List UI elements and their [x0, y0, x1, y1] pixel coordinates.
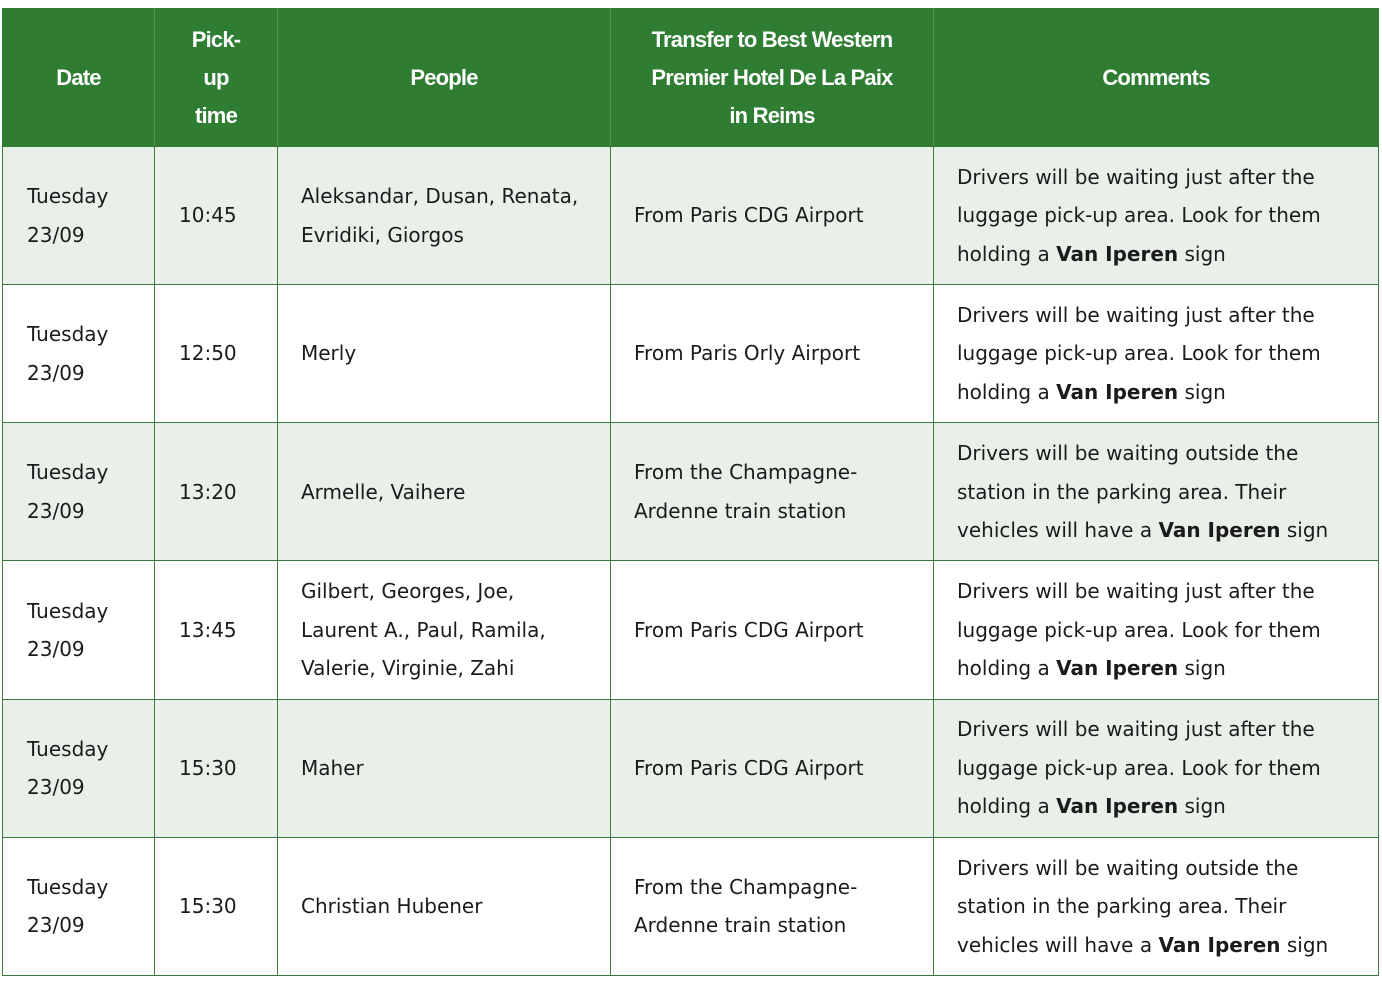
comments-cell: [934, 561, 1379, 699]
header-pickup-line: time: [194, 102, 238, 128]
people-cell: [278, 285, 611, 423]
comment-line: [957, 511, 1372, 550]
transfer-cell: [611, 837, 934, 975]
sign-name: Van Iperen: [1056, 794, 1179, 819]
header-transfer-line: in Reims: [729, 102, 815, 128]
pickup-time: 13:20: [179, 479, 237, 504]
date-line: Tuesday: [27, 184, 109, 209]
date-line: 23/09: [27, 222, 85, 247]
comment-line: [957, 926, 1372, 965]
table-body: [3, 147, 1379, 976]
pickup-time-cell: [155, 699, 278, 837]
comment-text: station in the parking area. Their: [957, 479, 1287, 504]
header-pickup-line: Pick-: [191, 26, 241, 52]
sign-name: Van Iperen: [1056, 656, 1179, 681]
transfer-line: From Paris CDG Airport: [634, 617, 864, 642]
date-line: 23/09: [27, 775, 85, 800]
comments-cell: [934, 837, 1379, 975]
transfer-cell: [611, 561, 934, 699]
transfer-cell: [611, 285, 934, 423]
comment-text: Drivers will be waiting outside the: [957, 855, 1299, 880]
header-pickup-line: up: [203, 64, 229, 90]
comment-line: [957, 849, 1372, 888]
date-line: Tuesday: [27, 460, 109, 485]
header-comments-label: Comments: [1102, 64, 1210, 90]
comment-text: holding a: [957, 794, 1057, 819]
people-line: Laurent A., Paul, Ramila,: [301, 617, 546, 642]
comment-text: sign: [1178, 656, 1226, 681]
comment-text: luggage pick-up area. Look for them: [957, 617, 1321, 642]
date-cell: [3, 147, 155, 285]
date-line: Tuesday: [27, 874, 109, 899]
people-line: Gilbert, Georges, Joe,: [301, 579, 515, 604]
people-cell: [278, 423, 611, 561]
comment-line: [957, 572, 1372, 611]
comment-line: [957, 158, 1372, 197]
date-line: 23/09: [27, 913, 85, 938]
header-people-label: People: [410, 64, 478, 90]
comment-text: luggage pick-up area. Look for them: [957, 203, 1321, 228]
date-line: Tuesday: [27, 322, 109, 347]
sign-name: Van Iperen: [1158, 518, 1281, 543]
pickup-time: 15:30: [179, 755, 237, 780]
comments-cell: [934, 699, 1379, 837]
pickup-time: 13:45: [179, 617, 237, 642]
comment-text: luggage pick-up area. Look for them: [957, 755, 1321, 780]
transfer-line: From Paris CDG Airport: [634, 203, 864, 228]
table-row: [3, 147, 1379, 285]
transfer-cell: [611, 423, 934, 561]
pickup-time: 12:50: [179, 341, 237, 366]
date-line: 23/09: [27, 637, 85, 662]
pickup-time-cell: [155, 285, 278, 423]
comment-line: [957, 373, 1372, 412]
comments-cell: [934, 423, 1379, 561]
comments-cell: [934, 285, 1379, 423]
comment-text: station in the parking area. Their: [957, 894, 1287, 919]
date-cell: [3, 561, 155, 699]
date-line: 23/09: [27, 498, 85, 523]
people-cell: [278, 147, 611, 285]
sign-name: Van Iperen: [1056, 379, 1179, 404]
pickup-time: 15:30: [179, 894, 237, 919]
comment-line: [957, 749, 1372, 788]
table-row: [3, 285, 1379, 423]
date-line: Tuesday: [27, 598, 109, 623]
pickup-time-cell: [155, 423, 278, 561]
date-cell: [3, 423, 155, 561]
transfer-cell: [611, 699, 934, 837]
people-line: Christian Hubener: [301, 894, 483, 919]
comment-line: [957, 887, 1372, 926]
people-line: Evridiki, Giorgos: [301, 222, 464, 247]
people-line: Valerie, Virginie, Zahi: [301, 656, 515, 681]
table-row: [3, 837, 1379, 975]
pickup-time: 10:45: [179, 203, 237, 228]
comment-text: holding a: [957, 656, 1057, 681]
header-comments: [934, 9, 1379, 147]
sign-name: Van Iperen: [1056, 241, 1179, 266]
comment-text: Drivers will be waiting outside the: [957, 441, 1299, 466]
transfer-line: From the Champagne-: [634, 874, 858, 899]
header-date-label: Date: [56, 64, 101, 90]
comment-text: sign: [1280, 518, 1329, 543]
sign-name: Van Iperen: [1158, 932, 1281, 957]
comment-text: holding a: [957, 379, 1057, 404]
table-row: [3, 561, 1379, 699]
comment-line: [957, 334, 1372, 373]
pickup-time-cell: [155, 147, 278, 285]
date-cell: [3, 837, 155, 975]
comment-line: [957, 296, 1372, 335]
header-row: [3, 9, 1379, 147]
people-line: Merly: [301, 341, 357, 366]
transfer-line: Ardenne train station: [634, 498, 847, 523]
date-cell: [3, 699, 155, 837]
comment-line: [957, 434, 1372, 473]
comment-line: [957, 473, 1372, 512]
comment-line: [957, 649, 1372, 688]
people-line: Maher: [301, 755, 364, 780]
comment-text: sign: [1178, 794, 1226, 819]
header-people: [278, 9, 611, 147]
comment-text: Drivers will be waiting just after the: [957, 302, 1315, 327]
transfer-cell: [611, 147, 934, 285]
comment-line: [957, 787, 1372, 826]
header-date: [3, 9, 155, 147]
comment-text: holding a: [957, 241, 1057, 266]
comment-text: luggage pick-up area. Look for them: [957, 341, 1321, 366]
table-row: [3, 423, 1379, 561]
header-transfer-line: Transfer to Best Western: [651, 26, 893, 52]
comment-text: Drivers will be waiting just after the: [957, 579, 1315, 604]
comment-line: [957, 710, 1372, 749]
table-row: [3, 699, 1379, 837]
comment-text: Drivers will be waiting just after the: [957, 164, 1315, 189]
comment-text: sign: [1280, 932, 1329, 957]
comment-text: sign: [1178, 379, 1226, 404]
comment-text: vehicles will have a: [957, 518, 1159, 543]
pickup-time-cell: [155, 837, 278, 975]
pickup-time-cell: [155, 561, 278, 699]
header-transfer: [611, 9, 934, 147]
date-line: Tuesday: [27, 736, 109, 761]
date-line: 23/09: [27, 360, 85, 385]
people-cell: [278, 837, 611, 975]
comment-text: sign: [1178, 241, 1226, 266]
people-line: Armelle, Vaihere: [301, 479, 466, 504]
header-pickup-time: [155, 9, 278, 147]
people-cell: [278, 699, 611, 837]
comment-line: [957, 196, 1372, 235]
date-cell: [3, 285, 155, 423]
comment-line: [957, 611, 1372, 650]
comment-text: Drivers will be waiting just after the: [957, 717, 1315, 742]
people-cell: [278, 561, 611, 699]
transfer-schedule-table: [2, 8, 1379, 976]
comment-text: vehicles will have a: [957, 932, 1159, 957]
header-transfer-line: Premier Hotel De La Paix: [651, 64, 893, 90]
transfer-line: From Paris Orly Airport: [634, 341, 861, 366]
comments-cell: [934, 147, 1379, 285]
transfer-line: From Paris CDG Airport: [634, 755, 864, 780]
transfer-line: Ardenne train station: [634, 913, 847, 938]
people-line: Aleksandar, Dusan, Renata,: [301, 184, 579, 209]
transfer-line: From the Champagne-: [634, 460, 858, 485]
comment-line: [957, 235, 1372, 274]
